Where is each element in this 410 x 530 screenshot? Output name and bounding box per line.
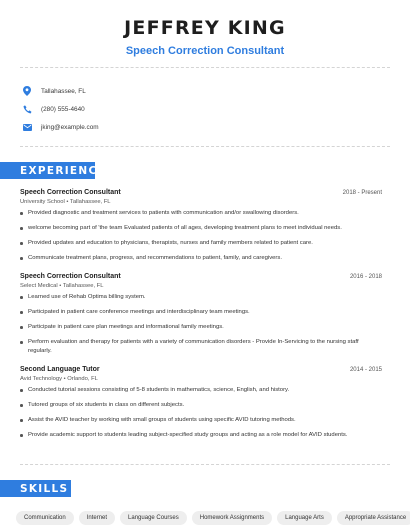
job-dates: 2014 - 2015 — [349, 367, 382, 373]
email-link[interactable]: jking@example.com — [41, 123, 99, 131]
job-title: Second Language Tutor — [20, 366, 100, 373]
contact-location — [22, 82, 99, 100]
skill-chip: Language Courses — [120, 511, 187, 525]
skill-chip: Communication — [16, 511, 74, 525]
divider — [20, 146, 390, 147]
divider — [20, 67, 390, 68]
job-employer: Avid Technology • Orlando, FL — [20, 376, 98, 382]
job-bullet: Assist the AVID teacher by working with small groups of students using specific AVID tutoring methods. — [20, 416, 382, 425]
job-employer: University School • Tallahassee, FL — [20, 199, 111, 205]
skill-chip: Internet — [79, 511, 115, 525]
job-bullets — [20, 209, 382, 263]
envelope-icon — [22, 122, 32, 132]
job-bullet: Provide academic support to students leading subject-specified study groups and acting as a role model for AVID students. — [20, 431, 382, 440]
contact-list — [22, 82, 99, 136]
job-bullet: Provided updates and education to physicians, therapists, nurses and family members related to patient care. — [20, 239, 382, 248]
skills-heading — [0, 480, 71, 497]
experience-heading-text: EXPERIENCE — [20, 164, 106, 177]
job-bullet: Participated in patient care conference meetings and interdisciplinary team meetings. — [20, 308, 382, 317]
contact-phone — [22, 100, 99, 118]
job-bullet: Participate in patient care plan meetings and informational family meetings. — [20, 323, 382, 332]
job-bullet: Perform evaluation and therapy for patients with a variety of communication disorders - Provide In-Servicing to the nursing staff regularly. — [20, 338, 382, 355]
job-title: Speech Correction Consultant — [20, 189, 121, 196]
skill-chip: Homework Assignments — [192, 511, 272, 525]
job-entry — [20, 189, 382, 269]
divider — [20, 464, 390, 465]
skill-chip: Language Arts — [277, 511, 332, 525]
experience-heading — [0, 162, 106, 179]
skills-list — [16, 511, 410, 525]
phone-icon — [22, 104, 32, 114]
contact-email — [22, 118, 99, 136]
job-title: Speech Correction Consultant — [20, 273, 121, 280]
resume-header — [0, 17, 410, 57]
job-entry — [20, 366, 382, 446]
location-text: Tallahassee, FL — [41, 87, 86, 95]
job-entry — [20, 273, 382, 362]
candidate-name: JEFFREY KING — [124, 17, 286, 39]
job-bullet: Communicate treatment plans, progress, and recommendations to patient, family, and caregivers. — [20, 254, 382, 263]
phone-text: (280) 555-4640 — [41, 105, 85, 113]
skill-chip: Appropriate Assistance — [337, 511, 410, 525]
map-pin-icon — [22, 86, 32, 96]
job-dates: 2018 - Present — [342, 190, 382, 196]
job-bullet: Tutored groups of six students in class on different subjects. — [20, 401, 382, 410]
job-bullet: welcome becoming part of 'the team Evaluated patients of all ages, developing treatment plans to meet individual needs. — [20, 224, 382, 233]
job-employer: Select Medical • Tallahassee, FL — [20, 283, 104, 289]
skills-heading-text: SKILLS — [20, 482, 69, 495]
job-bullets — [20, 293, 382, 355]
job-bullet: Learned use of Rehab Optima billing system. — [20, 293, 382, 302]
candidate-title: Speech Correction Consultant — [125, 45, 285, 57]
job-bullet: Conducted tutorial sessions consisting of 5-8 students in mathematics, science, English, and history. — [20, 386, 382, 395]
job-bullets — [20, 386, 382, 440]
job-bullet: Provided diagnostic and treatment services to patients with communication and/or swallowing disorders. — [20, 209, 382, 218]
job-dates: 2016 - 2018 — [349, 274, 382, 280]
